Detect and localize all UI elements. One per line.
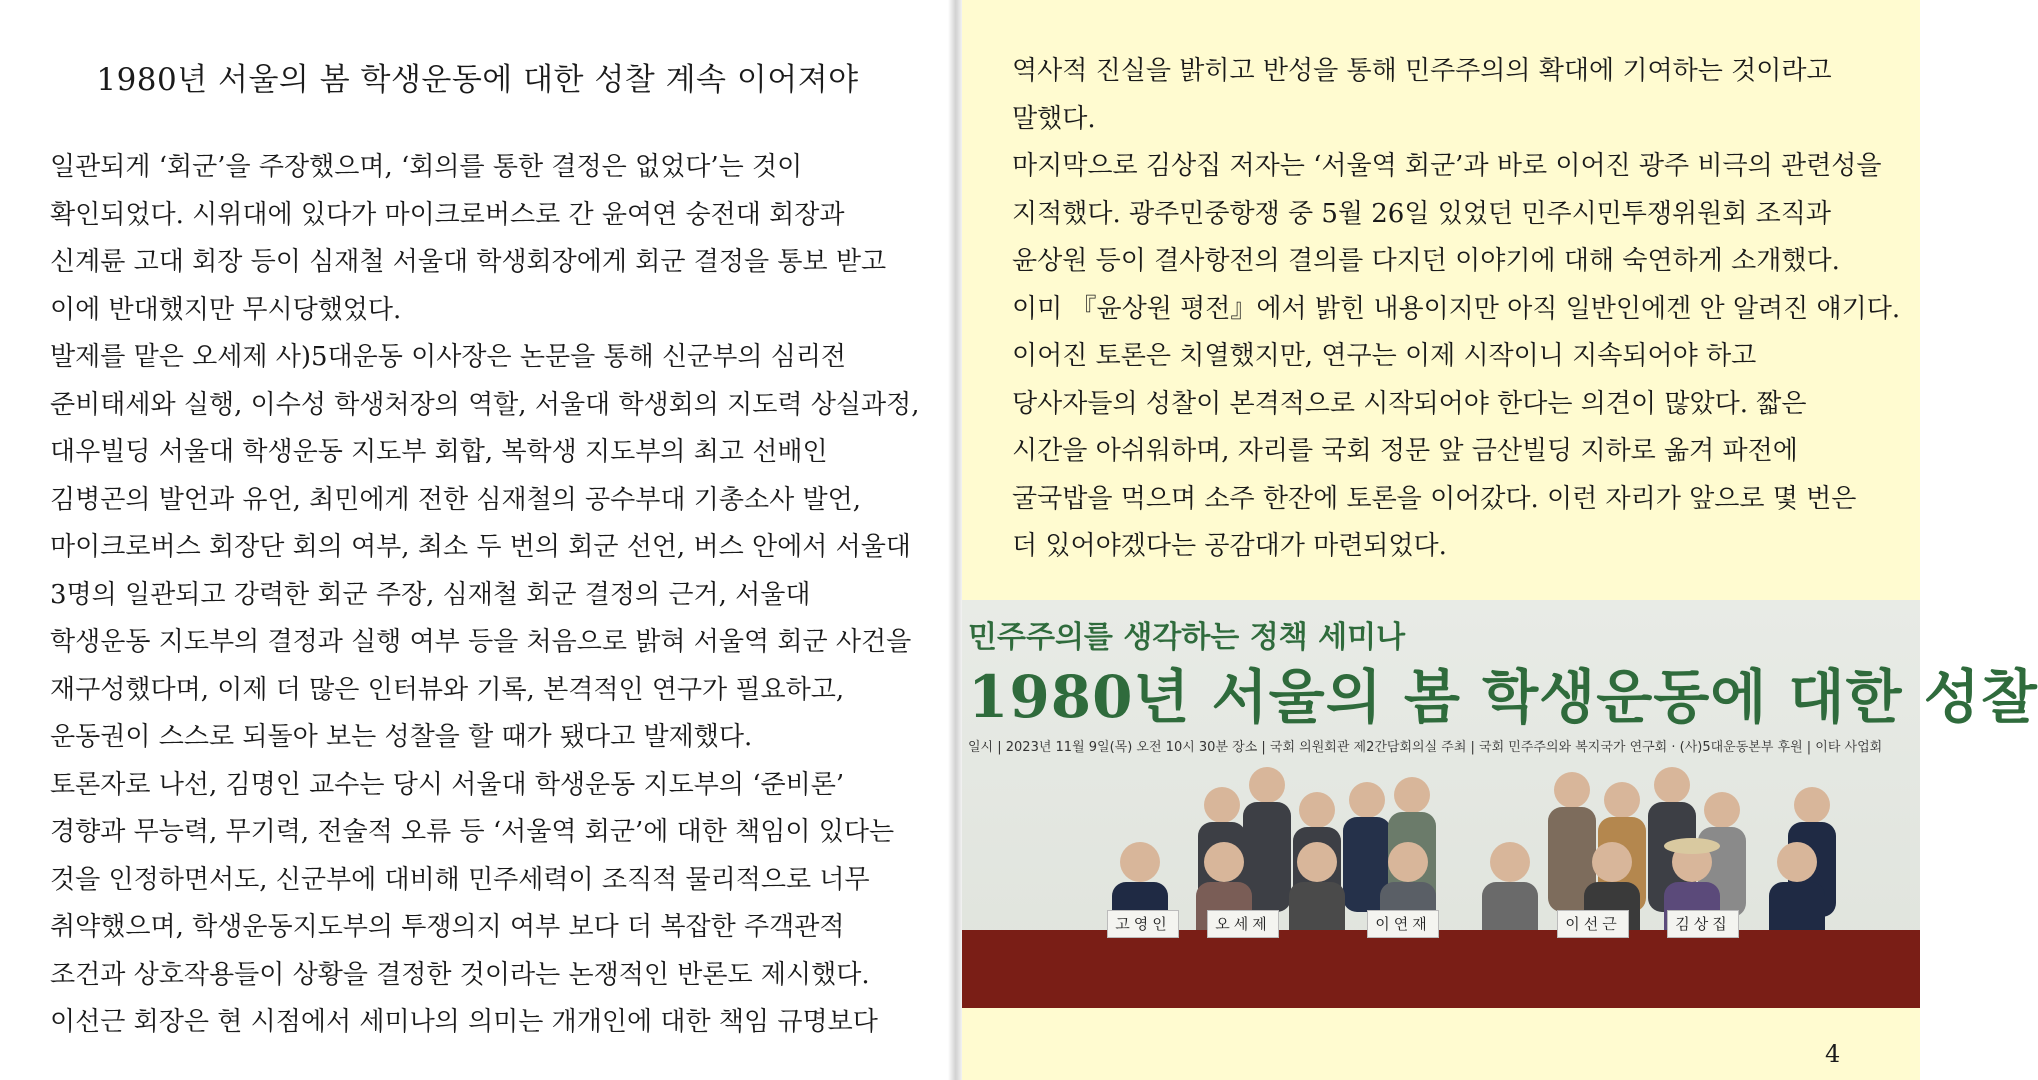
text-line: 이어진 토론은 치열했지만, 연구는 이제 시작이니 지속되어야 하고	[1012, 341, 1757, 371]
text-line: 확인되었다. 시위대에 있다가 마이크로버스로 간 윤여연 숭전대 회장과	[50, 199, 845, 230]
nameplate: 김상집	[1667, 910, 1739, 938]
text-line: 대우빌딩 서울대 학생운동 지도부 회합, 복학생 지도부의 최고 선배인	[50, 437, 828, 467]
text-line: 굴국밥을 먹으며 소주 한잔에 토론을 이어갔다. 이런 자리가 앞으로 몇 번은	[1012, 483, 1857, 514]
text-line: 일관되게 ‘회군’을 주장했으며, ‘회의를 통한 결정은 없었다’는 것이	[50, 152, 803, 182]
left-article-body	[50, 144, 930, 1047]
banner-subtitle: 민주주의를 생각하는 정책 세미나	[968, 620, 1406, 655]
banner-title: 1980년 서울의 봄 학생운동에 대한 성찰	[968, 663, 2038, 731]
text-line: 김병곤의 발언과 유언, 최민에게 전한 심재철의 공수부대 기총소사 발언,	[50, 484, 862, 515]
text-line: 3명의 일관되고 강력한 회군 주장, 심재철 회군 결정의 근거, 서울대	[50, 579, 811, 610]
nameplate: 이연재	[1367, 910, 1439, 938]
text-line: 발제를 맡은 오세제 사)5대운동 이사장은 논문을 통해 신군부의 심리전	[50, 342, 847, 372]
text-line: 당사자들의 성찰이 본격적으로 시작되어야 한다는 의견이 많았다. 짧은	[1012, 388, 1807, 419]
nameplates	[962, 600, 1920, 1008]
nameplate: 오세제	[1207, 910, 1279, 938]
text-line: 학생운동 지도부의 결정과 실행 여부 등을 처음으로 밝혀 서울역 회군 사건을	[50, 627, 912, 657]
seminar-group-photo	[962, 600, 2038, 1008]
left-page	[0, 0, 955, 1080]
text-line: 더 있어야겠다는 공감대가 마련되었다.	[1012, 531, 1447, 561]
text-line: 신계륜 고대 회장 등이 심재철 서울대 학생회장에게 회군 결정을 통보 받고	[50, 247, 887, 277]
text-line: 역사적 진실을 밝히고 반성을 통해 민주주의의 확대에 기여하는 것이라고	[1012, 56, 1832, 86]
nameplate: 고영인	[1107, 910, 1179, 938]
nameplate: 이선근	[1557, 910, 1629, 938]
text-line: 시간을 아쉬워하며, 자리를 국회 정문 앞 금산빌딩 지하로 옮겨 파전에	[1012, 436, 1798, 466]
text-line: 윤상원 등이 결사항전의 결의를 다지던 이야기에 대해 숙연하게 소개했다.	[1012, 246, 1840, 276]
text-line: 이선근 회장은 현 시점에서 세미나의 의미는 개개인에 대한 책임 규명보다	[50, 1007, 878, 1037]
page-number: 4	[1825, 1040, 1841, 1068]
text-line: 준비태세와 실행, 이수성 학생처장의 역할, 서울대 학생회의 지도력 상실과정,	[50, 389, 920, 420]
text-line: 이미 『윤상원 평전』에서 밝힌 내용이지만 아직 일반인에겐 안 알려진 얘기다.	[1012, 293, 1901, 324]
page-gutter-shadow	[948, 0, 962, 1080]
text-line: 취약했으며, 학생운동지도부의 투쟁의지 여부 보다 더 복잡한 주객관적	[50, 912, 845, 942]
banner-info: 일시 | 2023년 11월 9일(목) 오전 10시 30분 장소 | 국회 의원회관 제2간담회의실 주최 | 국회 민주주의와 복지국가 연구회 · (사)5대운동본부 후원 | 이타 사업회	[968, 740, 1883, 755]
text-line: 운동권이 스스로 되돌아 보는 성찰을 할 때가 됐다고 발제했다.	[50, 722, 753, 752]
text-line: 이에 반대했지만 무시당했었다.	[50, 294, 402, 325]
text-line: 지적했다. 광주민중항쟁 중 5월 26일 있었던 민주시민투쟁위원회 조직과	[1012, 198, 1831, 229]
text-line: 재구성했다며, 이제 더 많은 인터뷰와 기록, 본격적인 연구가 필요하고,	[50, 674, 845, 705]
text-line: 것을 인정하면서도, 신군부에 대비해 민주세력이 조직적 물리적으로 너무	[50, 864, 870, 895]
right-article-body	[1012, 48, 1901, 571]
text-line: 말했다.	[1012, 103, 1096, 134]
text-line: 마지막으로 김상집 저자는 ‘서울역 회군’과 바로 이어진 광주 비극의 관련성을	[1012, 151, 1882, 181]
text-line: 조건과 상호작용들이 상황을 결정한 것이라는 논쟁적인 반론도 제시했다.	[50, 959, 870, 990]
text-line: 경향과 무능력, 무기력, 전술적 오류 등 ‘서울역 회군’에 대한 책임이 있다는	[50, 817, 895, 847]
text-line: 토론자로 나선, 김명인 교수는 당시 서울대 학생운동 지도부의 ‘준비론’	[50, 769, 845, 800]
article-title: 1980년 서울의 봄 학생운동에 대한 성찰 계속 이어져야	[96, 62, 859, 98]
text-line: 마이크로버스 회장단 회의 여부, 최소 두 번의 회군 선언, 버스 안에서 서울대	[50, 532, 911, 562]
